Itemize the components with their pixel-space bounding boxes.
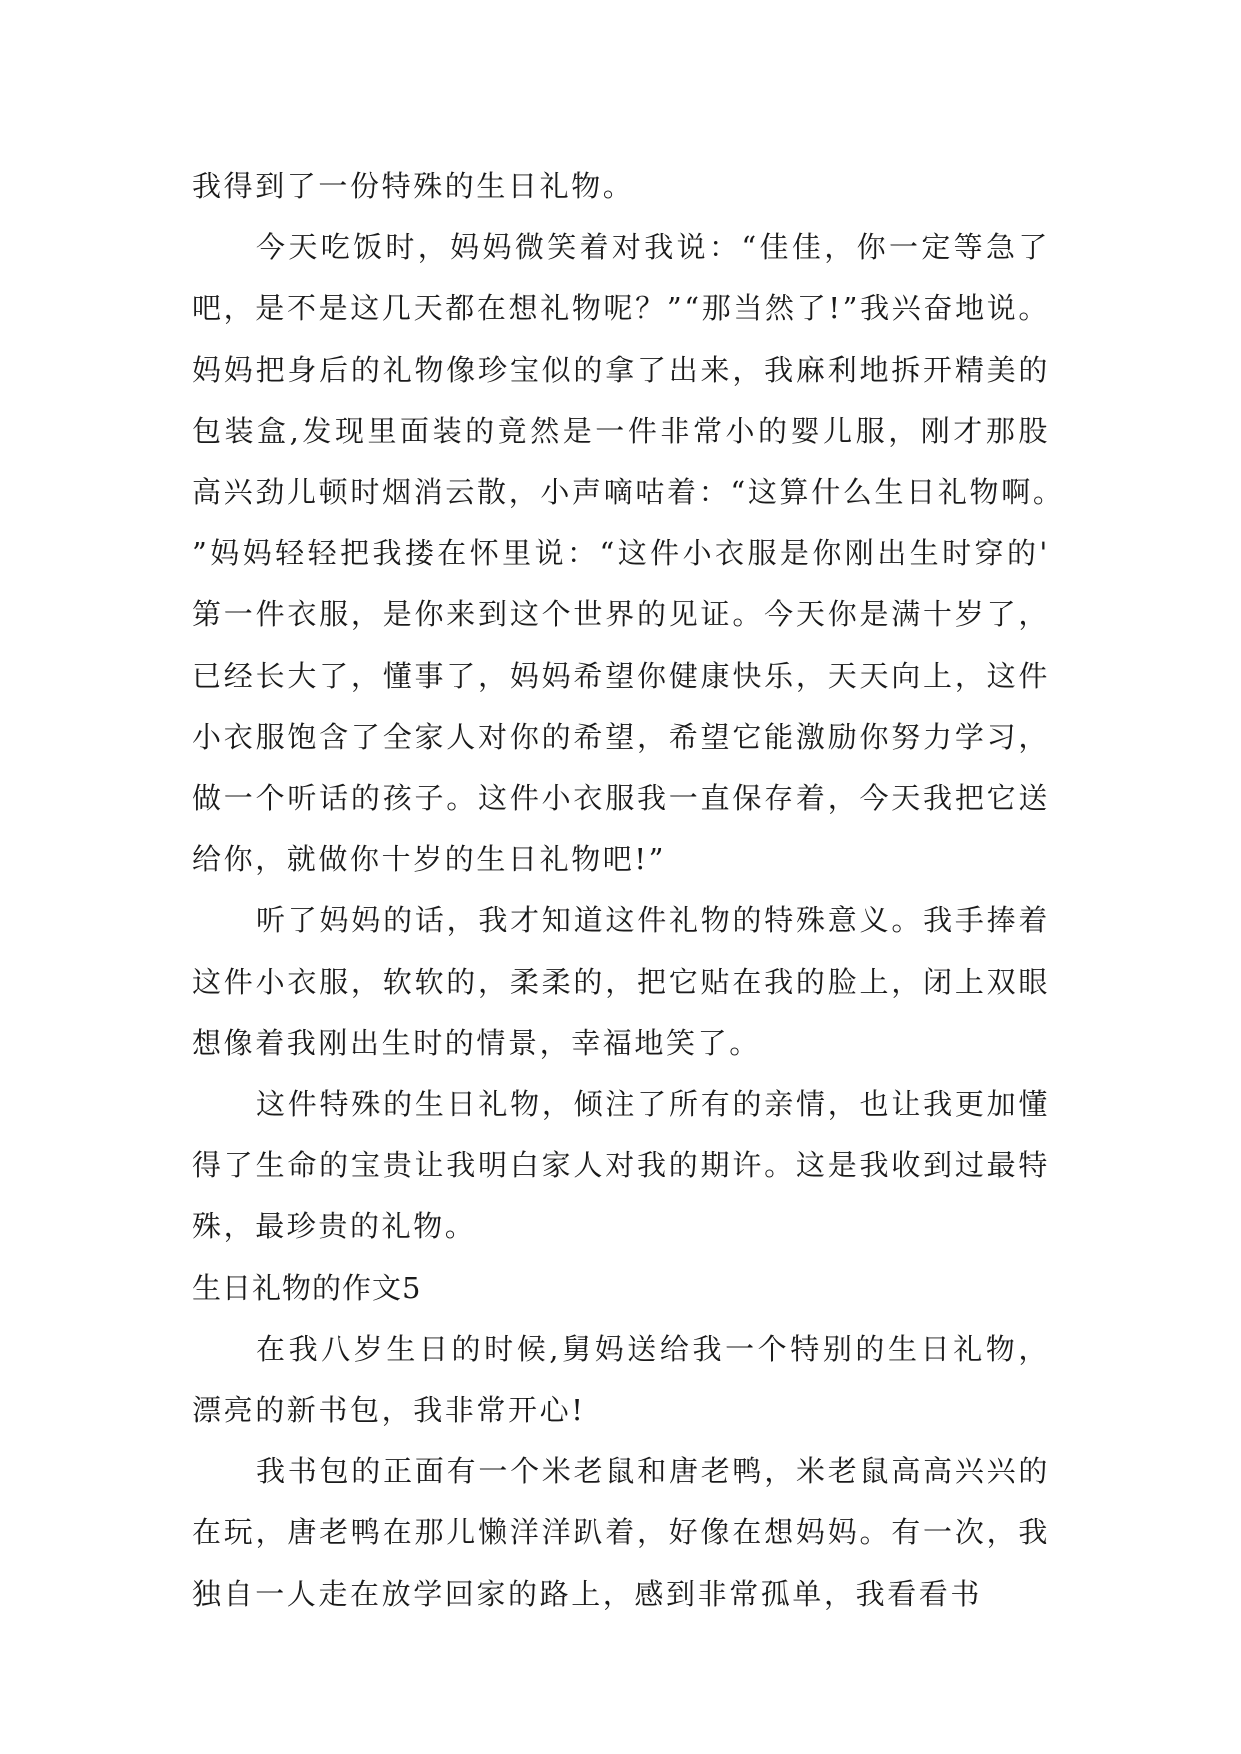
paragraph-conclusion: 这件特殊的生日礼物，倾注了所有的亲情，也让我更加懂得了生命的宝贵让我明白家人对我的期许。这是我收到过最特殊，最珍贵的礼物。	[192, 1087, 1050, 1244]
paragraph-essay5-opening: 在我八岁生日的时候,舅妈送给我一个特别的生日礼物，漂亮的新书包，我非常开心!	[192, 1331, 1050, 1428]
paragraph-intro-ending: 我得到了一份特殊的生日礼物。	[192, 169, 635, 203]
essay-heading: 生日礼物的作文5	[192, 1270, 422, 1305]
paragraph-reflection: 听了妈妈的话，我才知道这件礼物的特殊意义。我手捧着这件小衣服，软软的，柔柔的，把它贴在我的脸上，闭上双眼想像着我刚出生时的情景，幸福地笑了。	[192, 903, 1050, 1060]
paragraph-essay5-backpack: 我书包的正面有一个米老鼠和唐老鸭，米老鼠高高兴兴的在玩，唐老鸭在那儿懒洋洋趴着，好像在想妈妈。有一次，我独自一人走在放学回家的路上，感到非常孤单，我看看书	[192, 1454, 1050, 1611]
paragraph-dialogue: 今天吃饭时，妈妈微笑着对我说：“佳佳，你一定等急了吧，是不是这几天都在想礼物呢？”“那当然了!”我兴奋地说。妈妈把身后的礼物像珍宝似的拿了出来，我麻利地拆开精美的包装盒,发现里面装的竟然是一件非常小的婴儿服，刚才那股高兴劲儿顿时烟消云散，小声嘀咕着：“这算什么生日礼物啊。”妈妈轻轻把我搂在怀里说：“这件小衣服是你刚出生时穿的'第一件衣服，是你来到这个世界的见证。今天你是满十岁了，已经长大了，懂事了，妈妈希望你健康快乐，天天向上，这件小衣服饱含了全家人对你的希望，希望它能激励你努力学习，做一个听话的孩子。这件小衣服我一直保存着，今天我把它送给你，就做你十岁的生日礼物吧!”	[192, 230, 1050, 877]
document-body	[192, 156, 1050, 1625]
